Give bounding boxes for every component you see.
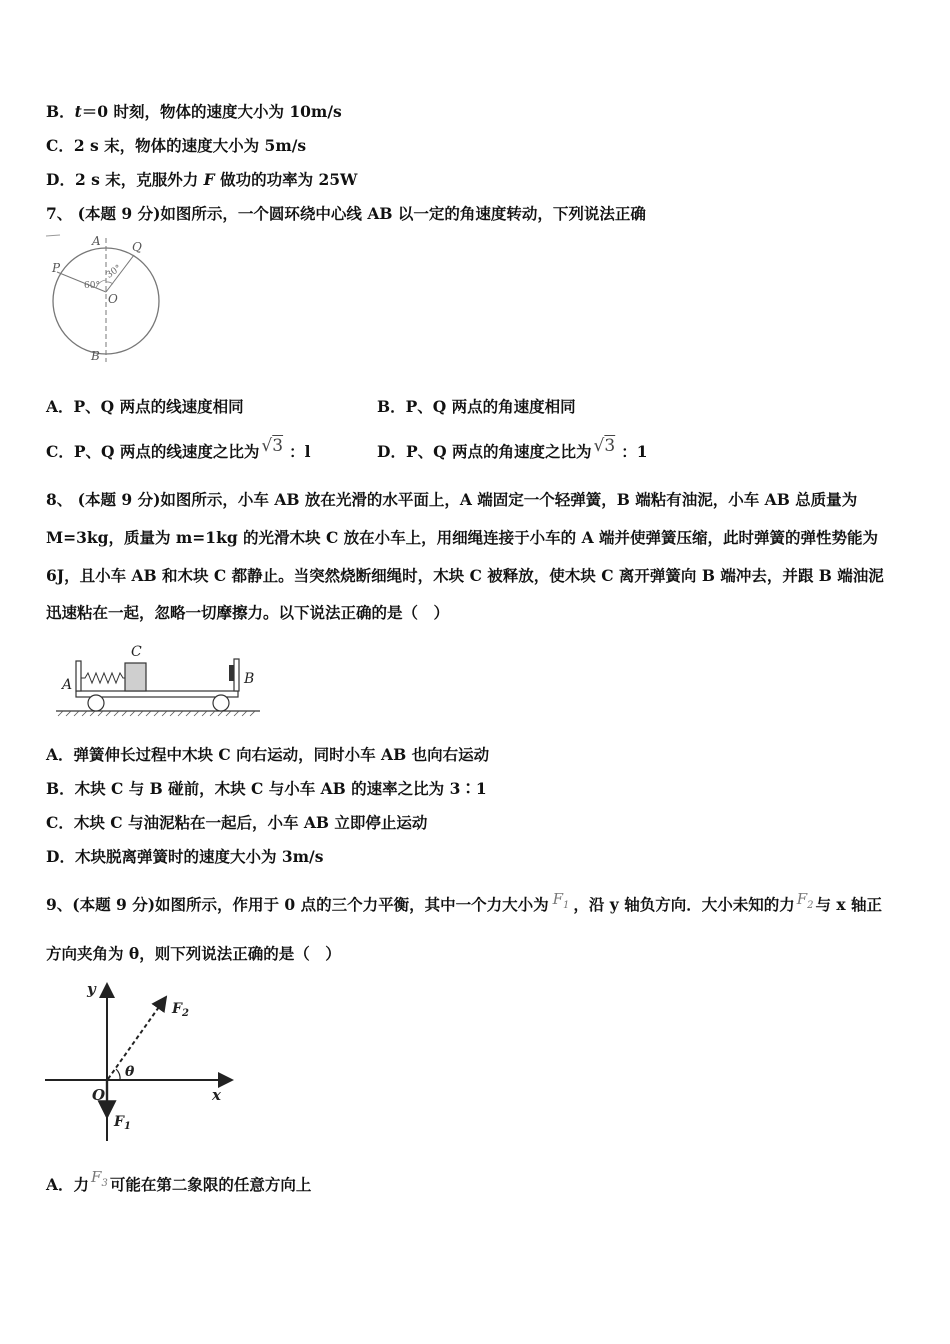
- option-label: C．: [46, 136, 74, 155]
- option-text: ：1: [621, 442, 648, 461]
- q8-stem-line-2: M=3kg，质量为 m=1kg 的光滑木块 C 放在小车上，用细绳连接于小车的 A 端并使弹簧压缩，此时弹簧的弹性势能为: [46, 528, 879, 547]
- label-angle-60: 60°: [84, 281, 100, 291]
- variable-f: F: [203, 170, 215, 189]
- q7-option-b: [377, 397, 576, 417]
- option-text: 弹簧伸长过程中木块 C 向右运动，同时小车 AB 也向右运动: [73, 745, 490, 764]
- q8-cart-figure: [54, 638, 264, 720]
- q8-stem-line-4: 迅速粘在一起，忽略一切摩擦力。以下说法正确的是（ ）: [46, 603, 450, 622]
- q8-option-d: [46, 847, 323, 867]
- q8-option-b: [46, 779, 487, 799]
- q8-option-c: [46, 813, 427, 833]
- label-b: B: [244, 671, 255, 687]
- option-text: 木块 C 与油泥粘在一起后，小车 AB 立即停止运动: [73, 813, 428, 832]
- label-y: y: [87, 980, 96, 998]
- label-angle-30: 30°: [104, 263, 124, 281]
- q9-force-figure: [42, 976, 242, 1151]
- end-b-wall: [234, 659, 239, 691]
- sqrt-radicand: 3: [604, 436, 616, 456]
- label-b: B: [91, 349, 100, 363]
- q7-option-c: [46, 436, 311, 462]
- symbol-letter: F: [552, 890, 564, 908]
- option-label: C．: [46, 813, 74, 832]
- option-label: A．: [46, 745, 74, 764]
- symbol-f3: [91, 1168, 108, 1189]
- cart-wheel-left: [88, 695, 104, 711]
- symbol-f2: [796, 890, 814, 911]
- label-x: x: [212, 1086, 221, 1104]
- option-text: P、Q 两点的线速度之比为: [73, 442, 260, 461]
- q7-option-d: [377, 436, 648, 462]
- sqrt-radicand: 3: [272, 436, 284, 456]
- label-letter: F: [114, 1114, 124, 1130]
- option-text: 2 s 末，克服外力: [74, 170, 204, 189]
- spring: [81, 673, 125, 683]
- label-q: Q: [132, 240, 142, 254]
- symbol-letter: F: [91, 1168, 102, 1186]
- cart-wheel-right: [213, 695, 229, 711]
- end-a-wall: [76, 661, 81, 691]
- label-c: C: [131, 644, 142, 660]
- f2-arrow: [108, 997, 166, 1079]
- q8-option-a: [46, 745, 489, 765]
- q8-stem-line-1: 8、 (本题 9 分)如图所示，小车 AB 放在光滑的水平面上，A 端固定一个轻弹簧，B 端粘有油泥，小车 AB 总质量为: [46, 490, 858, 509]
- label-f1: [113, 1114, 131, 1132]
- label-o: O: [92, 1086, 106, 1104]
- q6-option-d: [46, 170, 357, 190]
- option-text: P、Q 两点的角速度之比为: [405, 442, 592, 461]
- label-f2: [171, 1001, 189, 1019]
- label-letter: F: [172, 1001, 182, 1017]
- symbol-subscript: 3: [101, 1178, 108, 1189]
- option-label: A．: [46, 1175, 74, 1194]
- block-c: [125, 663, 146, 691]
- q7-ring-figure: [44, 232, 174, 367]
- q8-stem-line-3: 6J，且小车 AB 和木块 C 都静止。当突然烧断细绳时，木块 C 被释放，使木块 C 离开弹簧向 B 端冲去，并跟 B 端油泥: [46, 566, 884, 585]
- option-text: P、Q 两点的线速度相同: [73, 397, 244, 416]
- option-text: 木块 C 与 B 碰前，木块 C 与小车 AB 的速率之比为 3∶1: [74, 779, 487, 798]
- option-text: ：l: [289, 442, 311, 461]
- option-text: 可能在第二象限的任意方向上: [109, 1175, 312, 1194]
- option-label: B．: [46, 779, 75, 798]
- option-text: P、Q 两点的角速度相同: [405, 397, 576, 416]
- label-o: O: [108, 292, 118, 306]
- label-subscript: 2: [181, 1008, 189, 1019]
- q7-stem: 7、 (本题 9 分)如图所示，一个圆环绕中心线 AB 以一定的角速度转动，下列说法正确: [46, 204, 646, 223]
- q6-option-c: [46, 136, 306, 156]
- label-theta: θ: [125, 1064, 135, 1080]
- option-label: B．: [46, 102, 75, 121]
- stem-text: 与 x 轴正: [815, 895, 883, 914]
- sqrt-symbol: √3: [593, 436, 616, 456]
- label-a: A: [92, 234, 101, 248]
- option-text: 2 s 末，物体的速度大小为 5m/s: [73, 136, 307, 155]
- label-a: A: [62, 677, 73, 693]
- mud: [229, 665, 234, 681]
- q9-stem-line-2: 方向夹角为 θ，则下列说法正确的是（ ）: [46, 944, 341, 963]
- option-label: B．: [377, 397, 406, 416]
- q9-option-a: [46, 1168, 312, 1198]
- stem-text: ，沿 y 轴负方向．大小未知的力: [573, 895, 795, 914]
- q7-option-a: [46, 397, 244, 417]
- option-label: D．: [46, 847, 75, 866]
- symbol-subscript: 1: [563, 900, 570, 911]
- symbol-f1: [552, 890, 570, 911]
- label-p: P: [52, 261, 61, 275]
- symbol-subscript: 2: [807, 900, 814, 911]
- option-label: D．: [46, 170, 75, 189]
- q9-stem-line-1: [46, 890, 883, 918]
- option-label: C．: [46, 442, 74, 461]
- variable-t: t: [74, 102, 82, 121]
- symbol-letter: F: [796, 890, 808, 908]
- option-label: D．: [377, 442, 406, 461]
- label-subscript: 1: [123, 1121, 131, 1132]
- option-text: 木块脱离弹簧时的速度大小为 3m/s: [74, 847, 324, 866]
- option-text: ＝0 时刻，物体的速度大小为 10m/s: [81, 102, 342, 121]
- sqrt-symbol: √3: [261, 436, 284, 456]
- option-text: 做功的功率为 25W: [214, 170, 358, 189]
- q6-option-b: [46, 102, 342, 122]
- option-label: A．: [46, 397, 74, 416]
- option-text: 力: [73, 1175, 90, 1194]
- stem-text: 9、(本题 9 分)如图所示，作用于 0 点的三个力平衡，其中一个力大小为: [46, 895, 549, 914]
